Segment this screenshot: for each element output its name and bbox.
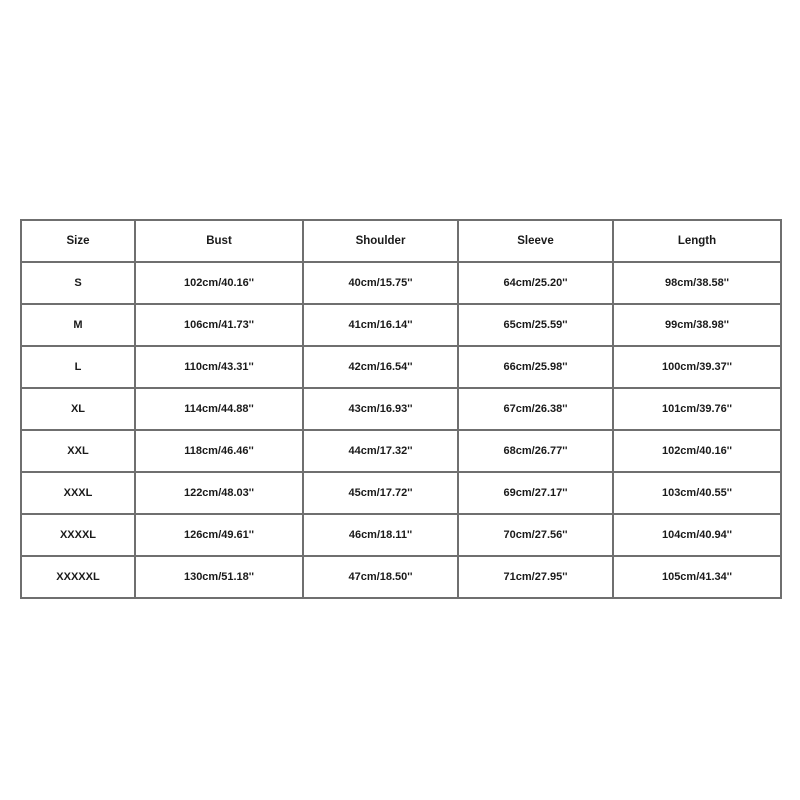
cell-size: S	[21, 262, 135, 304]
table-row	[21, 262, 781, 304]
cell-bust: 114cm/44.88''	[135, 388, 303, 430]
cell-sleeve: 68cm/26.77''	[458, 430, 613, 472]
cell-length: 99cm/38.98''	[613, 304, 781, 346]
cell-size: XL	[21, 388, 135, 430]
cell-bust: 102cm/40.16''	[135, 262, 303, 304]
cell-shoulder: 41cm/16.14''	[303, 304, 458, 346]
cell-sleeve: 66cm/25.98''	[458, 346, 613, 388]
table-row	[21, 346, 781, 388]
cell-shoulder: 46cm/18.11''	[303, 514, 458, 556]
table-row	[21, 514, 781, 556]
cell-size: L	[21, 346, 135, 388]
cell-sleeve: 67cm/26.38''	[458, 388, 613, 430]
cell-shoulder: 40cm/15.75''	[303, 262, 458, 304]
cell-shoulder: 45cm/17.72''	[303, 472, 458, 514]
cell-length: 104cm/40.94''	[613, 514, 781, 556]
header-size: Size	[21, 220, 135, 262]
cell-length: 98cm/38.58''	[613, 262, 781, 304]
cell-sleeve: 65cm/25.59''	[458, 304, 613, 346]
cell-size: M	[21, 304, 135, 346]
header-bust: Bust	[135, 220, 303, 262]
header-sleeve: Sleeve	[458, 220, 613, 262]
table-row	[21, 304, 781, 346]
cell-size: XXXL	[21, 472, 135, 514]
cell-length: 100cm/39.37''	[613, 346, 781, 388]
cell-shoulder: 44cm/17.32''	[303, 430, 458, 472]
table-row	[21, 556, 781, 598]
cell-bust: 122cm/48.03''	[135, 472, 303, 514]
cell-sleeve: 69cm/27.17''	[458, 472, 613, 514]
cell-size: XXXXXL	[21, 556, 135, 598]
cell-length: 102cm/40.16''	[613, 430, 781, 472]
cell-size: XXL	[21, 430, 135, 472]
header-shoulder: Shoulder	[303, 220, 458, 262]
cell-bust: 130cm/51.18''	[135, 556, 303, 598]
cell-length: 103cm/40.55''	[613, 472, 781, 514]
table-row	[21, 472, 781, 514]
table-header-row	[21, 220, 781, 262]
cell-bust: 126cm/49.61''	[135, 514, 303, 556]
cell-shoulder: 42cm/16.54''	[303, 346, 458, 388]
cell-sleeve: 70cm/27.56''	[458, 514, 613, 556]
cell-shoulder: 43cm/16.93''	[303, 388, 458, 430]
cell-bust: 118cm/46.46''	[135, 430, 303, 472]
cell-sleeve: 71cm/27.95''	[458, 556, 613, 598]
cell-length: 101cm/39.76''	[613, 388, 781, 430]
table-row	[21, 430, 781, 472]
cell-length: 105cm/41.34''	[613, 556, 781, 598]
cell-sleeve: 64cm/25.20''	[458, 262, 613, 304]
header-length: Length	[613, 220, 781, 262]
cell-bust: 110cm/43.31''	[135, 346, 303, 388]
size-chart-table	[20, 219, 782, 599]
table-row	[21, 388, 781, 430]
cell-shoulder: 47cm/18.50''	[303, 556, 458, 598]
cell-bust: 106cm/41.73''	[135, 304, 303, 346]
cell-size: XXXXL	[21, 514, 135, 556]
